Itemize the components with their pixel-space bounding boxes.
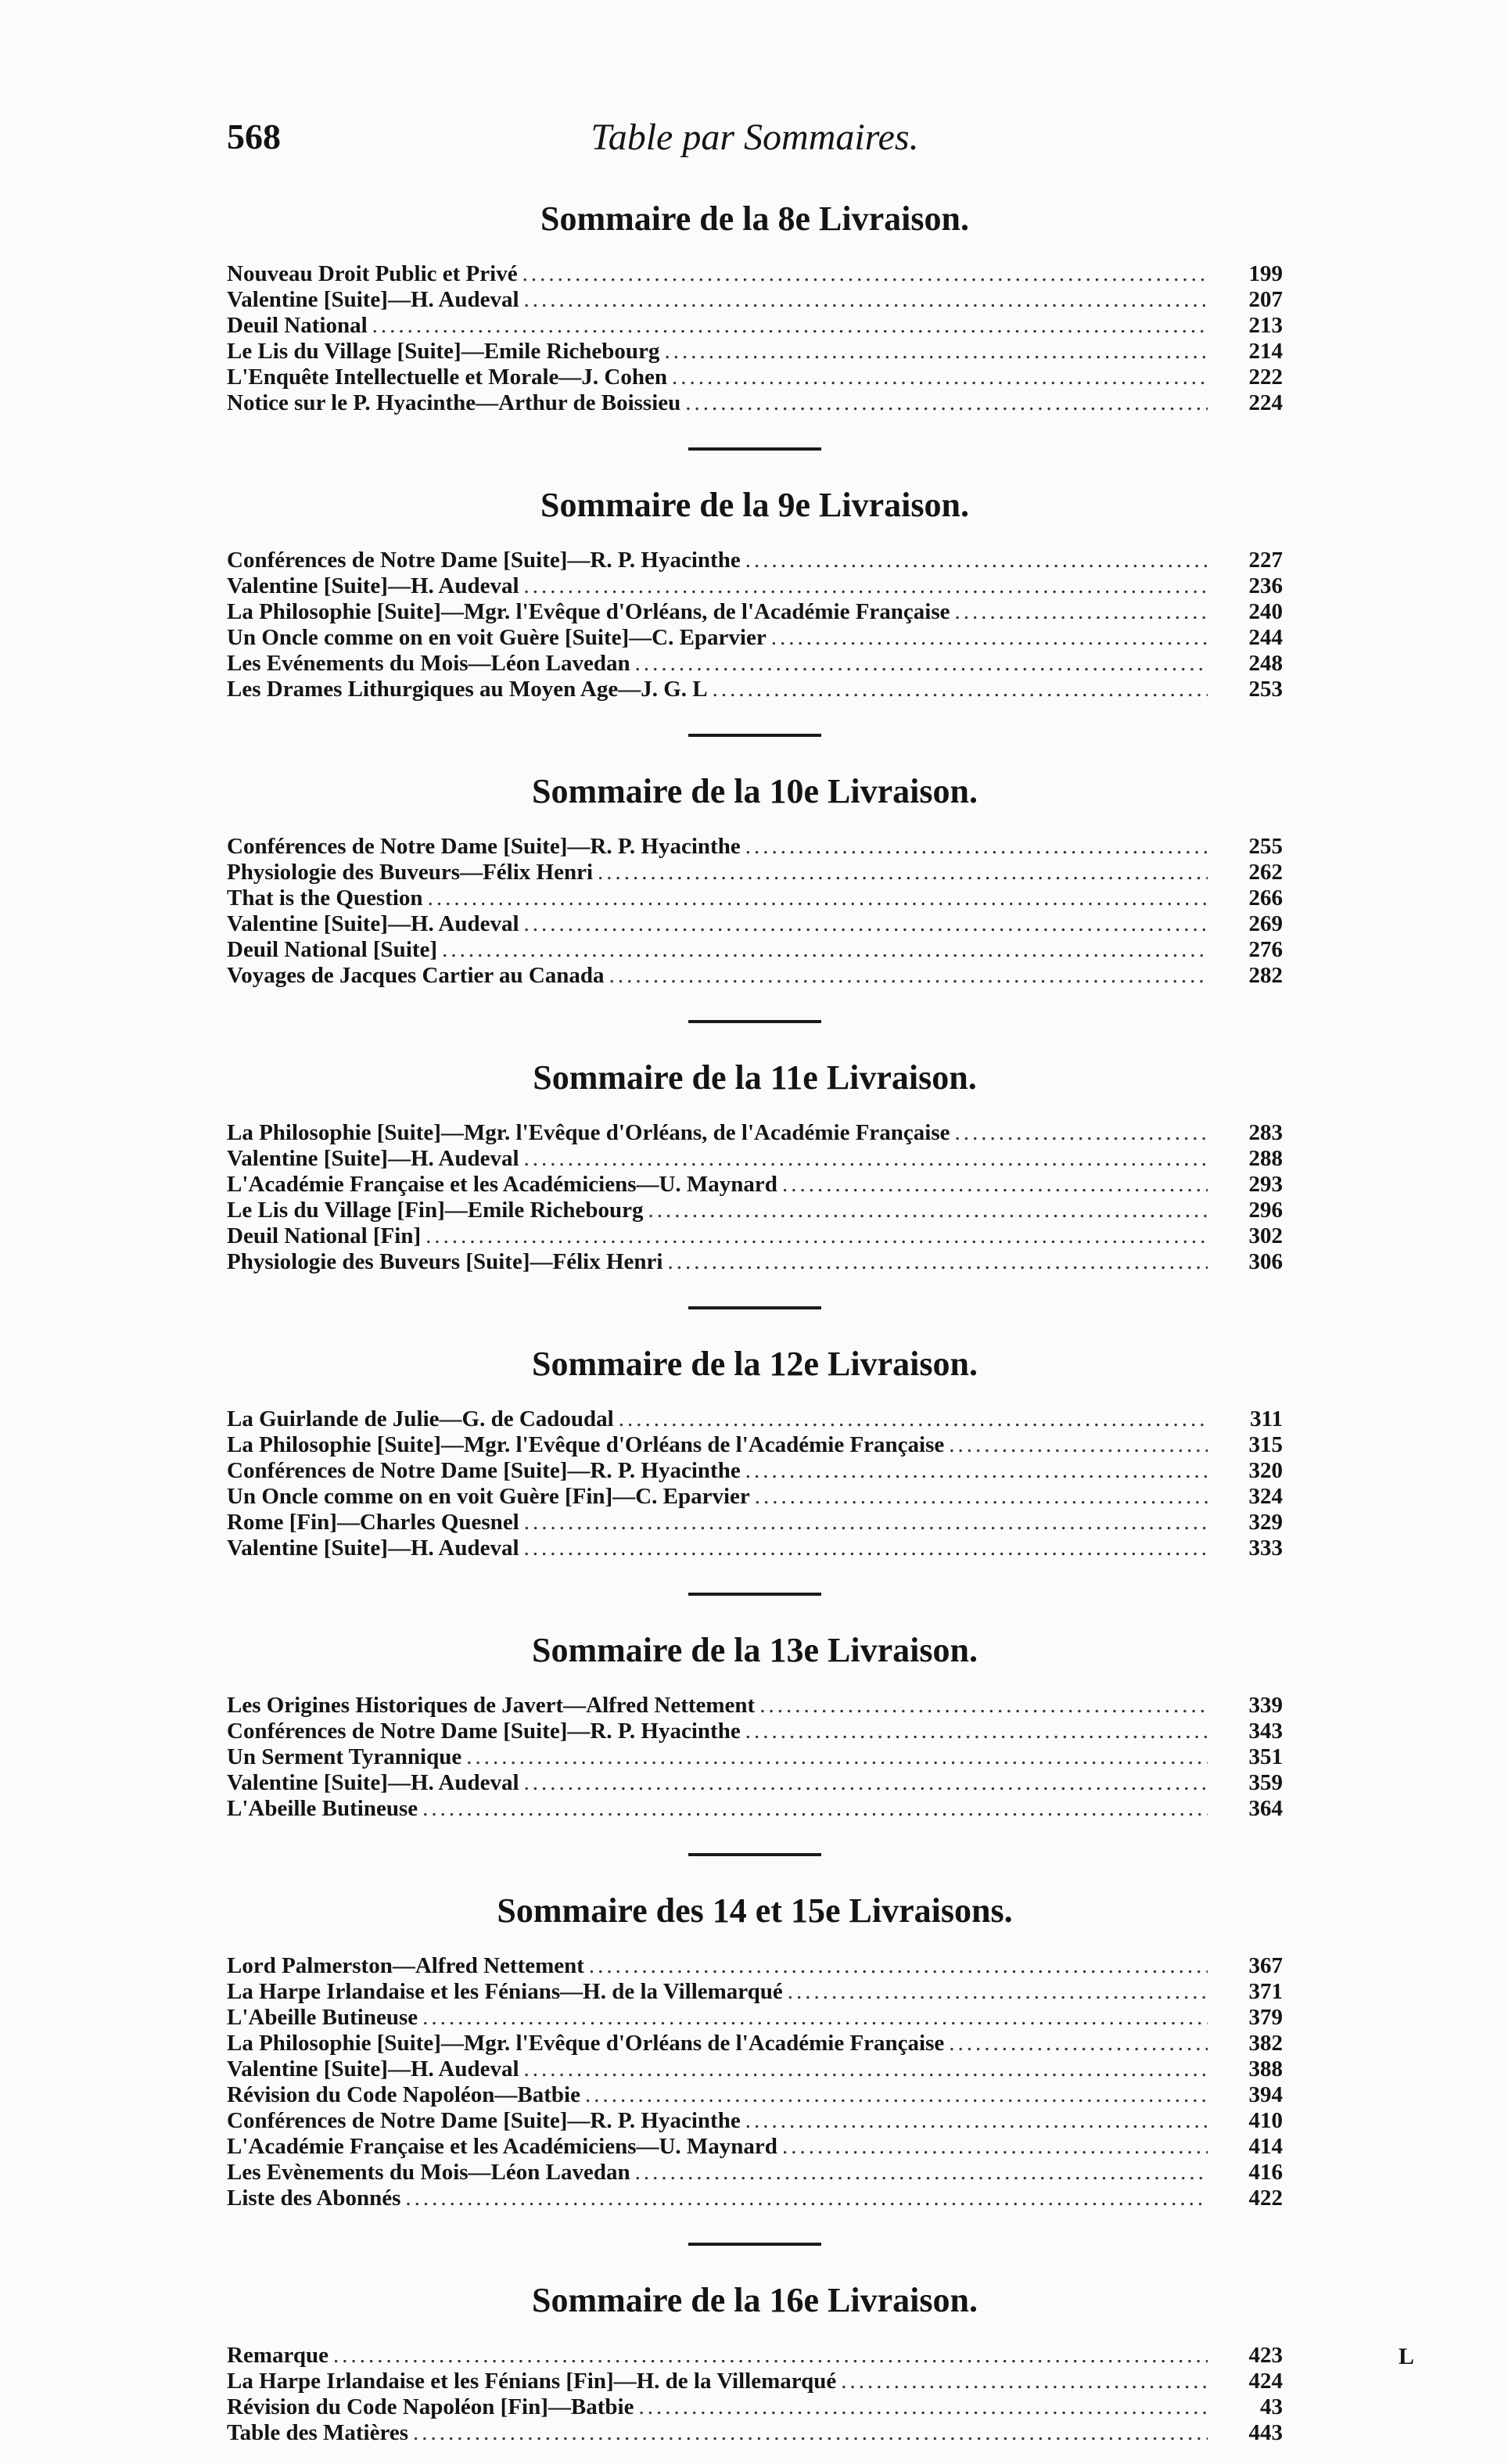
dot-leader [955,599,1208,625]
dot-leader [667,1249,1208,1275]
dot-leader [422,2005,1208,2031]
dot-leader [713,677,1208,702]
dot-leader [522,261,1208,287]
entry-title: Un Oncle comme on en voit Guère [Suite]—C. Eparvier [227,625,767,650]
table-of-contents [227,196,1283,2446]
entry-page-number: 422 [1248,2186,1283,2211]
list-item [227,1198,1283,1223]
entry-title: Nouveau Droit Public et Privé [227,261,518,286]
section [227,1888,1283,2211]
entry-page-number: 224 [1248,390,1283,415]
list-item [227,860,1283,885]
entry-title: Conférences de Notre Dame [Suite]—R. P. Hyacinthe [227,1458,741,1483]
dot-leader [524,573,1208,599]
dot-leader [745,2108,1208,2134]
entry-page-number: 424 [1248,2369,1283,2394]
entry-page-number: 320 [1248,1458,1283,1483]
dot-leader [589,1953,1208,1979]
entry-title: Notice sur le P. Hyacinthe—Arthur de Boissieu [227,390,681,415]
list-item [227,2394,1283,2420]
section-title: Sommaire de la 16e Livraison. [532,2281,978,2319]
entry-page-number: 388 [1248,2056,1283,2081]
list-item [227,911,1283,937]
entry-page-number: 227 [1248,548,1283,573]
entry-page-number: 276 [1248,937,1283,962]
entry-title: L'Abeille Butineuse [227,2005,418,2030]
entry-title: Un Oncle comme on en voit Guère [Fin]—C. Eparvier [227,1484,750,1509]
entry-page-number: 351 [1248,1744,1283,1769]
entry-page-number: 266 [1248,885,1283,911]
entry-title: L'Académie Française et les Académiciens—U. Maynard [227,2134,777,2159]
list-item [227,885,1283,911]
dot-leader [619,1406,1208,1432]
entry-title: La Philosophie [Suite]—Mgr. l'Evêque d'Orléans de l'Académie Française [227,2031,945,2056]
list-item [227,1406,1283,1432]
dot-leader [745,1719,1208,1744]
dot-leader [841,2369,1208,2394]
entry-page-number: 410 [1248,2108,1283,2133]
entry-title: Conférences de Notre Dame [Suite]—R. P. Hyacinthe [227,2108,741,2133]
dot-leader [745,548,1208,573]
entry-title: Les Origines Historiques de Javert—Alfred Nettement [227,1693,756,1718]
list-item [227,390,1283,416]
list-item [227,1223,1283,1249]
entry-title: Un Serment Tyrannique [227,1744,462,1769]
entry-title: Les Evénements du Mois—Léon Lavedan [227,651,630,676]
dot-leader [955,1120,1208,1146]
dot-leader [333,2343,1208,2369]
list-item [227,1432,1283,1458]
dot-leader [788,1979,1208,2005]
entry-title: Table des Matières [227,2420,408,2445]
entry-page-number: 43 [1260,2394,1283,2419]
entry-title: Les Evènements du Mois—Léon Lavedan [227,2160,630,2185]
entry-page-number: 379 [1248,2005,1283,2030]
entry-page-number: 262 [1248,860,1283,885]
entry-title: Le Lis du Village [Fin]—Emile Richebourg [227,1198,644,1223]
entry-page-number: 283 [1248,1120,1283,1145]
entry-title: Valentine [Suite]—H. Audeval [227,2056,519,2081]
entry-title: Physiologie des Buveurs [Suite]—Félix Henri [227,1249,663,1274]
entry-page-number: 207 [1248,287,1283,312]
list-item [227,2108,1283,2134]
dot-leader [782,2134,1208,2160]
entry-title: Valentine [Suite]—H. Audeval [227,573,519,598]
list-item [227,2056,1283,2082]
dot-leader [672,365,1208,390]
list-item [227,2082,1283,2108]
entry-title: L'Enquête Intellectuelle et Morale—J. Cohen [227,365,667,390]
entry-page-number: 311 [1250,1406,1283,1431]
section-divider [688,1593,821,1596]
section-title: Sommaire de la 9e Livraison. [540,486,969,524]
dot-leader [405,2186,1208,2211]
entry-page-number: 443 [1248,2420,1283,2445]
entry-title: Le Lis du Village [Suite]—Emile Richebourg [227,339,660,364]
entry-title: L'Abeille Butineuse [227,1796,418,1821]
section-title: Sommaire de la 13e Livraison. [532,1631,978,1669]
entry-title: La Philosophie [Suite]—Mgr. l'Evêque d'Orléans, de l'Académie Française [227,1120,950,1145]
entry-list [227,548,1283,702]
list-item [227,2369,1283,2394]
list-item [227,2134,1283,2160]
list-item [227,1979,1283,2005]
list-item [227,937,1283,963]
entry-title: Valentine [Suite]—H. Audeval [227,1536,519,1561]
list-item [227,2031,1283,2056]
entry-list [227,1406,1283,1561]
entry-page-number: 240 [1248,599,1283,624]
section-divider [688,1306,821,1309]
entry-page-number: 423 [1248,2343,1283,2368]
list-item [227,1536,1283,1561]
section [227,768,1283,989]
entry-page-number: 236 [1248,573,1283,598]
entry-page-number: 296 [1248,1198,1283,1223]
list-item [227,625,1283,651]
dot-leader [949,2031,1208,2056]
list-item [227,1953,1283,1979]
list-item [227,1120,1283,1146]
dot-leader [782,1172,1208,1198]
section-title: Sommaire des 14 et 15e Livraisons. [497,1891,1013,1930]
list-item [227,1693,1283,1719]
entry-page-number: 222 [1248,365,1283,390]
list-item [227,287,1283,313]
dot-leader [372,313,1208,339]
entry-page-number: 343 [1248,1719,1283,1744]
entry-page-number: 367 [1248,1953,1283,1978]
entry-title: La Harpe Irlandaise et les Fénians—H. de la Villemarqué [227,1979,783,2004]
dot-leader [609,963,1208,989]
entry-page-number: 213 [1248,313,1283,338]
dot-leader [524,911,1208,937]
entry-page-number: 329 [1248,1510,1283,1535]
running-title: Table par Sommaires. [591,117,919,158]
section [227,482,1283,702]
corner-mark: L [1398,2344,1415,2369]
dot-leader [648,1198,1208,1223]
section-divider [688,1020,821,1023]
dot-leader [524,1770,1208,1796]
list-item [227,1744,1283,1770]
list-item [227,339,1283,365]
list-item [227,2420,1283,2446]
entry-title: Valentine [Suite]—H. Audeval [227,287,519,312]
entry-title: Valentine [Suite]—H. Audeval [227,911,519,936]
dot-leader [524,1510,1208,1536]
entry-page-number: 293 [1248,1172,1283,1197]
section-title: Sommaire de la 12e Livraison. [532,1345,978,1383]
list-item [227,651,1283,677]
list-item [227,1510,1283,1536]
dot-leader [759,1693,1208,1719]
entry-title: Conférences de Notre Dame [Suite]—R. P. Hyacinthe [227,1719,741,1744]
entry-title: Deuil National [227,313,368,338]
dot-leader [524,2056,1208,2082]
dot-leader [635,2160,1208,2186]
entry-list [227,2343,1283,2446]
entry-title: Les Drames Lithurgiques au Moyen Age—J. G. L [227,677,708,702]
entry-page-number: 269 [1248,911,1283,936]
entry-title: Valentine [Suite]—H. Audeval [227,1146,519,1171]
list-item [227,2005,1283,2031]
dot-leader [413,2420,1208,2446]
dot-leader [745,1458,1208,1484]
dot-leader [771,625,1208,651]
list-item [227,261,1283,287]
entry-title: La Guirlande de Julie—G. de Cadoudal [227,1406,614,1431]
list-item [227,365,1283,390]
list-item [227,2160,1283,2186]
entry-title: Révision du Code Napoléon—Batbie [227,2082,580,2107]
dot-leader [428,885,1208,911]
entry-list [227,1120,1283,1275]
entry-title: Conférences de Notre Dame [Suite]—R. P. Hyacinthe [227,834,741,859]
section [227,1054,1283,1275]
entry-page-number: 364 [1248,1796,1283,1821]
entry-list [227,1953,1283,2211]
entry-title: La Philosophie [Suite]—Mgr. l'Evêque d'Orléans, de l'Académie Française [227,599,950,624]
section-divider [688,2243,821,2246]
dot-leader [524,287,1208,313]
list-item [227,1172,1283,1198]
entry-page-number: 382 [1248,2031,1283,2056]
entry-title: Lord Palmerston—Alfred Nettement [227,1953,584,1978]
list-item [227,1796,1283,1822]
entry-page-number: 306 [1248,1249,1283,1274]
section-title: Sommaire de la 10e Livraison. [532,772,978,810]
list-item [227,573,1283,599]
entry-title: Deuil National [Fin] [227,1223,422,1248]
section-divider [688,734,821,737]
dot-leader [425,1223,1208,1249]
entry-page-number: 315 [1248,1432,1283,1457]
section-title: Sommaire de la 11e Livraison. [533,1058,977,1097]
dot-leader [466,1744,1208,1770]
entry-title: Révision du Code Napoléon [Fin]—Batbie [227,2394,634,2419]
entry-list [227,261,1283,416]
entry-page-number: 253 [1248,677,1283,702]
dot-leader [685,390,1208,416]
entry-title: Remarque [227,2343,329,2368]
section [227,1341,1283,1561]
section-title: Sommaire de la 8e Livraison. [540,199,969,238]
entry-page-number: 244 [1248,625,1283,650]
entry-page-number: 414 [1248,2134,1283,2159]
entry-page-number: 359 [1248,1770,1283,1795]
list-item [227,963,1283,989]
entry-list [227,834,1283,989]
list-item [227,1146,1283,1172]
entry-page-number: 394 [1248,2082,1283,2107]
entry-page-number: 324 [1248,1484,1283,1509]
dot-leader [949,1432,1208,1458]
dot-leader [638,2394,1208,2420]
section-divider [688,1853,821,1856]
list-item [227,1458,1283,1484]
list-item [227,599,1283,625]
dot-leader [422,1796,1208,1822]
list-item [227,548,1283,573]
list-item [227,677,1283,702]
entry-title: Physiologie des Buveurs—Félix Henri [227,860,594,885]
section [227,196,1283,416]
list-item [227,834,1283,860]
entry-title: Valentine [Suite]—H. Audeval [227,1770,519,1795]
entry-page-number: 288 [1248,1146,1283,1171]
entry-page-number: 282 [1248,963,1283,988]
entry-page-number: 339 [1248,1693,1283,1718]
dot-leader [635,651,1208,677]
entry-page-number: 333 [1248,1536,1283,1561]
section-divider [688,447,821,451]
entry-title: Rome [Fin]—Charles Quesnel [227,1510,519,1535]
entry-title: Voyages de Jacques Cartier au Canada [227,963,605,988]
page-header [227,116,1283,171]
list-item [227,313,1283,339]
dot-leader [664,339,1208,365]
entry-title: Deuil National [Suite] [227,937,438,962]
entry-title: Conférences de Notre Dame [Suite]—R. P. Hyacinthe [227,548,741,573]
dot-leader [598,860,1208,885]
page-number: 568 [227,117,281,156]
list-item [227,2343,1283,2369]
entry-page-number: 302 [1248,1223,1283,1248]
dot-leader [442,937,1208,963]
entry-page-number: 199 [1248,261,1283,286]
entry-title: That is the Question [227,885,423,911]
dot-leader [524,1146,1208,1172]
entry-page-number: 214 [1248,339,1283,364]
entry-title: La Harpe Irlandaise et les Fénians [Fin]—H. de la Villemarqué [227,2369,837,2394]
dot-leader [745,834,1208,860]
dot-leader [585,2082,1208,2108]
entry-title: Liste des Abonnés [227,2186,401,2211]
entry-page-number: 248 [1248,651,1283,676]
section [227,1627,1283,1822]
list-item [227,1484,1283,1510]
entry-page-number: 371 [1248,1979,1283,2004]
list-item [227,1249,1283,1275]
entry-title: La Philosophie [Suite]—Mgr. l'Evêque d'Orléans de l'Académie Française [227,1432,945,1457]
section [227,2277,1283,2446]
entry-page-number: 255 [1248,834,1283,859]
list-item [227,1770,1283,1796]
list-item [227,2186,1283,2211]
entry-list [227,1693,1283,1822]
dot-leader [524,1536,1208,1561]
entry-title: L'Académie Française et les Académiciens—U. Maynard [227,1172,777,1197]
dot-leader [755,1484,1208,1510]
entry-page-number: 416 [1248,2160,1283,2185]
list-item [227,1719,1283,1744]
